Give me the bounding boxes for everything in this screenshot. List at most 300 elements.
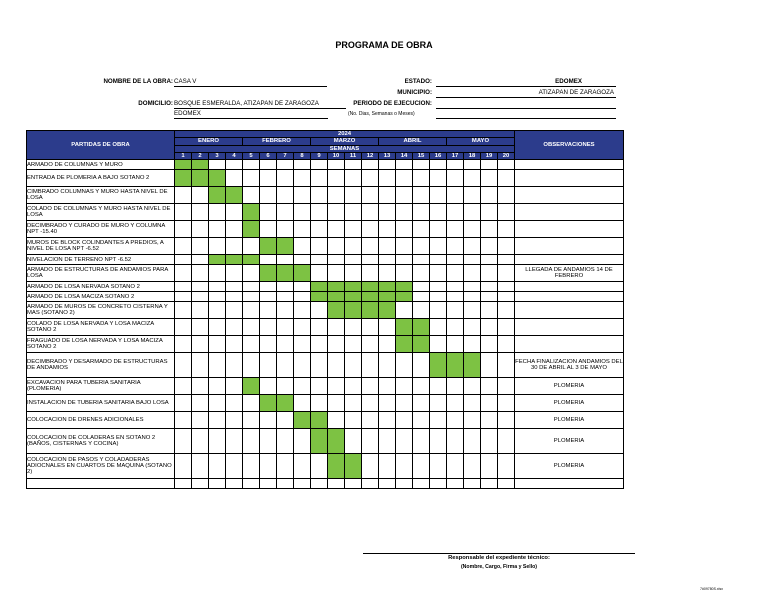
week-7: 7 <box>277 152 294 159</box>
gantt-cell <box>294 395 311 412</box>
estado-value <box>436 78 616 87</box>
gantt-cell <box>226 429 243 454</box>
week-2: 2 <box>192 152 209 159</box>
gantt-cell <box>481 160 498 170</box>
gantt-cell <box>464 187 481 204</box>
gantt-cell <box>481 479 498 489</box>
gantt-cell <box>379 221 396 238</box>
gantt-cell <box>379 412 396 429</box>
gantt-cell <box>345 429 362 454</box>
gantt-cell <box>464 292 481 302</box>
table-row <box>27 378 624 395</box>
gantt-cell <box>277 292 294 302</box>
table-row <box>27 204 624 221</box>
gantt-cell <box>430 336 447 353</box>
gantt-cell <box>379 170 396 187</box>
gantt-cell <box>498 319 515 336</box>
gantt-cell <box>328 319 345 336</box>
gantt-cell <box>209 429 226 454</box>
week-17: 17 <box>447 152 464 159</box>
gantt-cell <box>311 378 328 395</box>
gantt-cell <box>175 353 192 378</box>
gantt-cell <box>447 412 464 429</box>
gantt-cell <box>209 395 226 412</box>
partida-cell: INSTALACION DE TUBERIA SANITARIA BAJO LOSA <box>27 395 175 412</box>
gantt-cell <box>345 412 362 429</box>
gantt-cell <box>430 204 447 221</box>
week-14: 14 <box>396 152 413 159</box>
gantt-cell <box>413 479 430 489</box>
gantt-cell-active <box>447 353 464 378</box>
gantt-cell <box>260 292 277 302</box>
gantt-cell <box>209 378 226 395</box>
gantt-cell <box>430 412 447 429</box>
observacion-cell: FECHA FINALIZACION ANDAMIOS DEL 30 DE ABRIL AL 3 DE MAYO <box>515 353 624 378</box>
gantt-cell <box>396 412 413 429</box>
gantt-cell <box>362 160 379 170</box>
gantt-cell-active <box>328 302 345 319</box>
month-febrero: FEBRERO <box>243 138 311 145</box>
table-row <box>27 319 624 336</box>
gantt-cell <box>379 378 396 395</box>
gantt-cell <box>294 204 311 221</box>
gantt-cell <box>396 265 413 282</box>
gantt-cell <box>464 160 481 170</box>
gantt-cell <box>209 265 226 282</box>
gantt-cell <box>175 282 192 292</box>
gantt-cell <box>481 412 498 429</box>
gantt-cell <box>430 221 447 238</box>
gantt-cell <box>430 292 447 302</box>
table-row <box>27 160 624 170</box>
gantt-cell <box>328 395 345 412</box>
gantt-cell <box>226 412 243 429</box>
gantt-cell <box>311 160 328 170</box>
observacion-cell: PLOMERIA <box>515 395 624 412</box>
gantt-cell <box>328 221 345 238</box>
gantt-cell <box>175 255 192 265</box>
gantt-cell <box>294 221 311 238</box>
gantt-cell <box>498 292 515 302</box>
gantt-cell <box>481 187 498 204</box>
gantt-cell-active <box>362 302 379 319</box>
gantt-cell <box>430 454 447 479</box>
gantt-cell <box>175 265 192 282</box>
gantt-cell <box>396 454 413 479</box>
gantt-cell <box>345 204 362 221</box>
gantt-cell <box>243 292 260 302</box>
gantt-cell <box>345 238 362 255</box>
gantt-cell <box>192 238 209 255</box>
gantt-cell <box>226 336 243 353</box>
partida-cell: DECIMBRADO Y DESARMADO DE ESTRUCTURAS DE ANDAMIOS <box>27 353 175 378</box>
gantt-cell <box>192 221 209 238</box>
gantt-cell <box>226 395 243 412</box>
gantt-cell <box>413 412 430 429</box>
gantt-cell <box>447 238 464 255</box>
observacion-cell <box>515 282 624 292</box>
gantt-cell <box>379 429 396 454</box>
gantt-cell <box>345 395 362 412</box>
gantt-cell <box>277 454 294 479</box>
gantt-cell <box>413 170 430 187</box>
partida-cell: FRAGUADO DE LOSA NERVADA Y LOSA MACIZA SOTANO 2 <box>27 336 175 353</box>
gantt-cell <box>277 319 294 336</box>
municipio-value <box>436 89 616 98</box>
municipio-label: MUNICIPIO: <box>397 89 432 96</box>
gantt-cell <box>311 238 328 255</box>
gantt-cell <box>362 265 379 282</box>
gantt-cell-active <box>277 238 294 255</box>
gantt-cell <box>379 160 396 170</box>
week-9: 9 <box>311 152 328 159</box>
gantt-cell <box>243 395 260 412</box>
gantt-cell <box>396 302 413 319</box>
gantt-cell <box>277 302 294 319</box>
gantt-cell-active <box>464 353 481 378</box>
gantt-cell-active <box>413 319 430 336</box>
gantt-cell <box>311 302 328 319</box>
partida-cell: COLOCACION DE PASOS Y COLADADERAS ADIOCNALES EN CUARTOS DE MAQUINA (SOTANO 2) <box>27 454 175 479</box>
gantt-cell <box>260 302 277 319</box>
observacion-cell <box>515 160 624 170</box>
gantt-cell <box>447 319 464 336</box>
gantt-cell <box>430 160 447 170</box>
year-header: 2024 <box>175 131 515 138</box>
gantt-cell-active <box>209 255 226 265</box>
gantt-cell <box>328 265 345 282</box>
partida-cell: ARMADO DE ESTRUCTURAS DE ANDAMIOS PARA LOSA <box>27 265 175 282</box>
gantt-cell <box>260 160 277 170</box>
gantt-cell <box>396 160 413 170</box>
domicilio-label: DOMICILIO: <box>138 100 173 107</box>
gantt-cell <box>447 170 464 187</box>
gantt-cell <box>498 221 515 238</box>
gantt-cell <box>379 395 396 412</box>
gantt-cell <box>413 302 430 319</box>
gantt-cell <box>345 170 362 187</box>
gantt-cell <box>481 395 498 412</box>
gantt-cell <box>328 479 345 489</box>
gantt-cell <box>294 282 311 292</box>
gantt-cell <box>498 412 515 429</box>
gantt-cell <box>345 255 362 265</box>
gantt-cell-active <box>192 160 209 170</box>
gantt-cell <box>226 378 243 395</box>
gantt-cell <box>209 238 226 255</box>
signature-line <box>363 553 635 554</box>
gantt-cell <box>481 378 498 395</box>
partida-cell: CIMBRADO COLUMNAS Y MURO HASTA NIVEL DE LOSA <box>27 187 175 204</box>
gantt-cell <box>498 336 515 353</box>
gantt-cell <box>481 170 498 187</box>
gantt-cell-active <box>260 265 277 282</box>
semanas-header: SEMANAS <box>175 145 515 152</box>
observacion-cell <box>515 319 624 336</box>
partida-cell <box>27 479 175 489</box>
gantt-cell <box>192 412 209 429</box>
gantt-cell-active <box>345 302 362 319</box>
gantt-cell <box>464 319 481 336</box>
gantt-cell <box>243 353 260 378</box>
table-row <box>27 265 624 282</box>
gantt-cell <box>226 265 243 282</box>
gantt-cell <box>277 187 294 204</box>
gantt-cell <box>192 292 209 302</box>
gantt-cell <box>481 429 498 454</box>
gantt-cell <box>311 221 328 238</box>
month-mayo: MAYO <box>447 138 515 145</box>
gantt-cell <box>447 160 464 170</box>
gantt-cell <box>430 479 447 489</box>
gantt-cell <box>277 170 294 187</box>
gantt-cell <box>175 187 192 204</box>
gantt-cell <box>243 479 260 489</box>
gantt-cell-active <box>277 395 294 412</box>
gantt-cell <box>175 292 192 302</box>
gantt-cell-active <box>328 292 345 302</box>
gantt-cell <box>481 292 498 302</box>
gantt-cell <box>243 319 260 336</box>
domicilio-value: BOSQUE ESMERALDA, ATIZAPAN DE ZARAGOZA <box>174 100 346 109</box>
observacion-cell <box>515 238 624 255</box>
gantt-cell-active <box>243 221 260 238</box>
gantt-cell <box>447 292 464 302</box>
gantt-cell <box>464 336 481 353</box>
gantt-cell <box>328 378 345 395</box>
gantt-cell <box>192 353 209 378</box>
gantt-cell <box>345 479 362 489</box>
gantt-cell <box>413 204 430 221</box>
estado-label: ESTADO: <box>404 78 432 85</box>
gantt-cell <box>464 255 481 265</box>
gantt-cell <box>430 170 447 187</box>
gantt-cell <box>328 238 345 255</box>
table-row <box>27 282 624 292</box>
gantt-cell <box>311 395 328 412</box>
gantt-cell <box>175 378 192 395</box>
gantt-cell-active <box>192 170 209 187</box>
gantt-cell <box>294 378 311 395</box>
gantt-cell <box>430 429 447 454</box>
gantt-cell <box>379 353 396 378</box>
periodo-field-2 <box>436 110 616 119</box>
gantt-cell <box>362 187 379 204</box>
gantt-cell <box>277 412 294 429</box>
gantt-cell <box>498 170 515 187</box>
gantt-cell <box>345 187 362 204</box>
gantt-cell <box>447 454 464 479</box>
gantt-cell <box>260 282 277 292</box>
gantt-cell <box>464 412 481 429</box>
gantt-cell <box>498 302 515 319</box>
gantt-cell-active <box>175 170 192 187</box>
month-enero: ENERO <box>175 138 243 145</box>
partida-cell: COLADO DE COLUMNAS Y MURO HASTA NIVEL DE LOSA <box>27 204 175 221</box>
gantt-cell <box>396 395 413 412</box>
gantt-cell <box>396 255 413 265</box>
gantt-cell <box>294 255 311 265</box>
gantt-cell-active <box>345 282 362 292</box>
gantt-cell-active <box>209 170 226 187</box>
observacion-cell: PLOMERIA <box>515 378 624 395</box>
gantt-cell <box>260 412 277 429</box>
gantt-cell <box>243 238 260 255</box>
gantt-cell <box>362 255 379 265</box>
gantt-cell <box>498 429 515 454</box>
gantt-cell <box>192 255 209 265</box>
gantt-cell <box>447 302 464 319</box>
gantt-cell <box>396 479 413 489</box>
gantt-cell <box>260 170 277 187</box>
gantt-cell <box>260 187 277 204</box>
municipio-value-text: ATIZAPAN DE ZARAGOZA <box>538 89 614 96</box>
gantt-cell <box>464 221 481 238</box>
gantt-cell <box>277 378 294 395</box>
gantt-cell <box>277 479 294 489</box>
gantt-cell <box>260 454 277 479</box>
table-row <box>27 336 624 353</box>
gantt-cell <box>481 221 498 238</box>
gantt-cell <box>328 336 345 353</box>
gantt-cell <box>379 255 396 265</box>
gantt-cell <box>413 454 430 479</box>
gantt-cell <box>311 479 328 489</box>
gantt-cell <box>362 395 379 412</box>
gantt-cell <box>430 238 447 255</box>
partida-cell: NIVELACION DE TERRENO NPT -6.52 <box>27 255 175 265</box>
gantt-cell <box>379 187 396 204</box>
gantt-cell-active <box>226 255 243 265</box>
gantt-cell <box>447 378 464 395</box>
gantt-cell <box>277 204 294 221</box>
gantt-cell <box>209 302 226 319</box>
table-row <box>27 238 624 255</box>
gantt-cell <box>328 160 345 170</box>
gantt-cell <box>413 282 430 292</box>
partida-cell: EXCAVACION PARA TUBERIA SANITARIA (PLOMERIA) <box>27 378 175 395</box>
gantt-cell <box>345 221 362 238</box>
gantt-cell-active <box>396 319 413 336</box>
gantt-cell-active <box>345 454 362 479</box>
gantt-cell <box>481 353 498 378</box>
table-row <box>27 454 624 479</box>
gantt-cell <box>396 238 413 255</box>
gantt-cell-active <box>226 187 243 204</box>
gantt-cell <box>311 454 328 479</box>
partida-cell: MUROS DE BLOCK COLINDANTES A PREDIOS, A NIVEL DE LOSA NPT -6.52 <box>27 238 175 255</box>
partida-cell: COLOCACION DE COLADERAS EN SOTANO 2 (BAÑOS, CISTERNAS Y COCINA) <box>27 429 175 454</box>
gantt-cell <box>192 204 209 221</box>
gantt-cell-active <box>328 454 345 479</box>
gantt-cell <box>379 454 396 479</box>
partidas-header: PARTIDAS DE OBRA <box>27 131 175 160</box>
gantt-cell <box>413 429 430 454</box>
gantt-cell <box>192 479 209 489</box>
gantt-cell <box>260 255 277 265</box>
table-row <box>27 302 624 319</box>
gantt-cell <box>413 160 430 170</box>
gantt-cell <box>430 282 447 292</box>
gantt-cell <box>379 479 396 489</box>
table-row <box>27 292 624 302</box>
gantt-cell <box>243 429 260 454</box>
gantt-cell <box>192 378 209 395</box>
week-16: 16 <box>430 152 447 159</box>
gantt-cell <box>226 204 243 221</box>
gantt-cell <box>362 170 379 187</box>
gantt-cell <box>192 336 209 353</box>
gantt-cell <box>226 292 243 302</box>
gantt-cell-active <box>243 255 260 265</box>
gantt-cell <box>243 412 260 429</box>
gantt-cell <box>481 282 498 292</box>
gantt-cell <box>294 336 311 353</box>
gantt-cell <box>226 221 243 238</box>
gantt-cell <box>396 170 413 187</box>
gantt-cell <box>413 238 430 255</box>
gantt-cell <box>447 204 464 221</box>
week-8: 8 <box>294 152 311 159</box>
gantt-cell <box>209 454 226 479</box>
gantt-cell <box>396 353 413 378</box>
gantt-cell-active <box>277 265 294 282</box>
partida-cell: COLOCACION DE DRENES ADICIONALES <box>27 412 175 429</box>
gantt-cell <box>294 319 311 336</box>
gantt-cell-active <box>413 336 430 353</box>
observacion-cell <box>515 187 624 204</box>
gantt-cell <box>498 378 515 395</box>
table-row <box>27 255 624 265</box>
gantt-cell-active <box>260 238 277 255</box>
gantt-cell <box>294 429 311 454</box>
gantt-cell-active <box>243 378 260 395</box>
partida-cell: ARMADO DE MUROS DE CONCRETO CISTERNA Y MAS (SOTANO 2) <box>27 302 175 319</box>
gantt-cell-active <box>311 429 328 454</box>
gantt-cell <box>362 429 379 454</box>
gantt-cell <box>430 378 447 395</box>
gantt-cell <box>464 395 481 412</box>
week-1: 1 <box>175 152 192 159</box>
gantt-cell <box>481 454 498 479</box>
table-row <box>27 479 624 489</box>
gantt-cell <box>498 395 515 412</box>
gantt-cell <box>481 319 498 336</box>
gantt-cell <box>430 265 447 282</box>
gantt-cell-active <box>294 412 311 429</box>
periodo-note: (No. Dias, Semanas o Meses) <box>348 111 415 117</box>
gantt-cell <box>192 302 209 319</box>
week-10: 10 <box>328 152 345 159</box>
gantt-cell <box>413 221 430 238</box>
gantt-cell-active <box>396 282 413 292</box>
gantt-cell <box>362 353 379 378</box>
gantt-cell <box>379 238 396 255</box>
gantt-cell <box>396 204 413 221</box>
gantt-cell <box>464 479 481 489</box>
week-4: 4 <box>226 152 243 159</box>
gantt-cell <box>430 187 447 204</box>
partida-cell: ARMADO DE LOSA MACIZA SOTANO 2 <box>27 292 175 302</box>
observacion-cell: PLOMERIA <box>515 429 624 454</box>
gantt-cell <box>192 429 209 454</box>
gantt-cell <box>277 353 294 378</box>
gantt-cell <box>447 479 464 489</box>
observacion-cell <box>515 479 624 489</box>
gantt-cell <box>498 255 515 265</box>
gantt-cell <box>413 187 430 204</box>
gantt-cell <box>294 160 311 170</box>
